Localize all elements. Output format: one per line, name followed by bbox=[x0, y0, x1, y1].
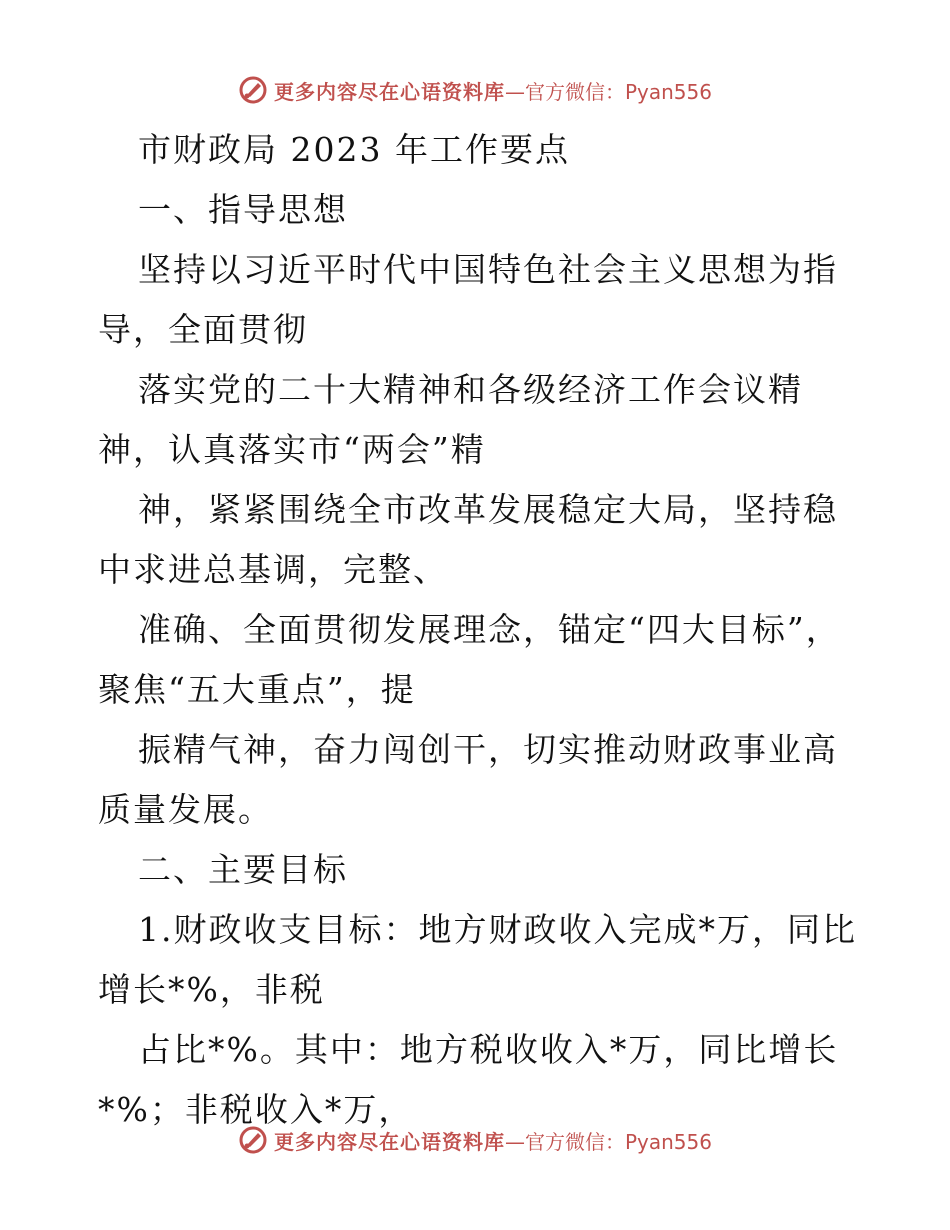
paragraph: 神，紧紧围绕全市改革发展稳定大局，坚持稳中求进总基调，完整、 bbox=[98, 490, 838, 589]
paragraph: 落实党的二十大精神和各级经济工作会议精神，认真落实市“两会”精 bbox=[98, 370, 803, 469]
paragraph: 1.财政收支目标：地方财政收入完成*万，同比增长*%，非税 bbox=[98, 910, 857, 1009]
brush-seal-icon bbox=[238, 75, 268, 105]
brush-seal-icon bbox=[238, 1125, 268, 1155]
watermark-brand-text: 更多内容尽在心语资料库 bbox=[273, 79, 505, 104]
paragraph: 一、指导思想 bbox=[138, 190, 348, 229]
paragraph: 坚持以习近平时代中国特色社会主义思想为指导，全面贯彻 bbox=[98, 250, 838, 349]
paragraph: 准确、全面贯彻发展理念，锚定“四大目标”，聚焦“五大重点”，提 bbox=[98, 610, 841, 709]
paragraph: 振精气神，奋力闯创干，切实推动财政事业高质量发展。 bbox=[98, 730, 838, 829]
watermark-banner-bottom bbox=[0, 1120, 950, 1160]
paragraph: 二、主要目标 bbox=[138, 850, 348, 889]
document-body bbox=[98, 120, 858, 1140]
paragraph: 占比*%。其中：地方税收收入*万，同比增长*%；非税收入*万， bbox=[98, 1030, 839, 1129]
watermark-brand-text: 更多内容尽在心语资料库 bbox=[273, 1129, 505, 1154]
watermark-wechat-text: —官方微信：Pyan556 bbox=[504, 1129, 712, 1154]
document-title: 市财政局 2023 年工作要点 bbox=[138, 130, 570, 169]
watermark-banner-top bbox=[0, 70, 950, 110]
watermark-wechat-text: —官方微信：Pyan556 bbox=[504, 79, 712, 104]
